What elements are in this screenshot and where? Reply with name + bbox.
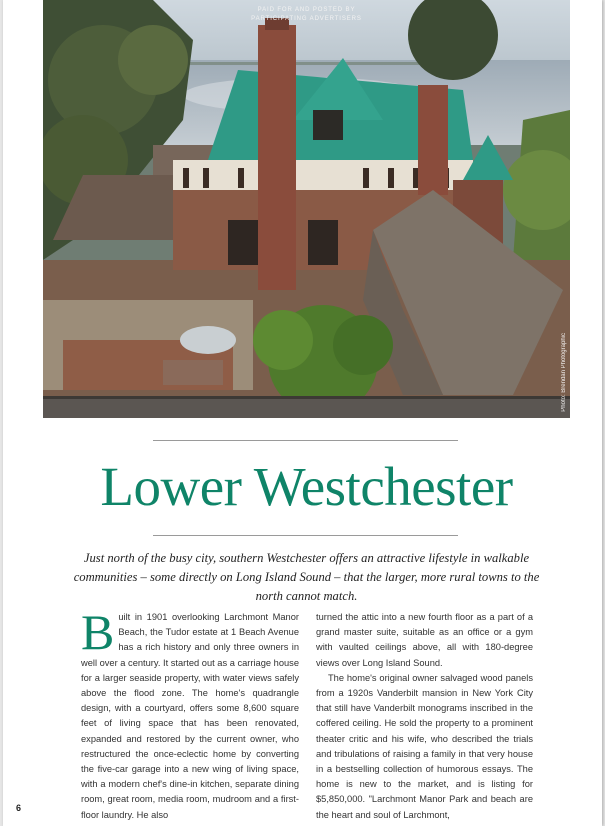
paid-advertisement-notice	[43, 6, 570, 24]
body-paragraph: The home's original owner salvaged wood panels from a 1920s Vanderbilt mansion in New York City that still have Vanderbilt monograms inscribed in the coffered ceiling. He sold the property to a prominent theater critic and his wife, who described the trials and tribulations of raising a family in that very house in a bestselling collection of humorous essays. The home is new to the market, and is listing for $5,850,000. "Larchmont Manor Park and beach are the heart and soul of Larchmont,	[316, 672, 533, 820]
paid-notice-line2: PARTICIPATING ADVERTISERS	[251, 16, 362, 22]
magazine-page	[3, 0, 602, 826]
body-column-1	[81, 604, 299, 823]
title-rule-top	[153, 440, 458, 441]
body-paragraph: turned the attic into a new fourth floor as a part of a grand master suite, suitable as an office or a gym with vaulted ceilings above, all with 180-degree views over Long Island Sound.	[316, 612, 533, 668]
article-dek: Just north of the busy city, southern Westchester offers an attractive lifestyle in walkable communities – some directly on Long Island Sound – that the larger, more rural towns to the north cannot match.	[73, 551, 540, 603]
title-rule-bottom	[153, 535, 458, 536]
photo-credit: Photo: Brendan Photographic	[561, 333, 567, 412]
body-paragraph	[81, 604, 299, 823]
article-title: Lower Westchester	[100, 456, 513, 517]
paragraph-text: uilt in 1901 overlooking Larchmont Manor Beach, the Tudor estate at 1 Beach Avenue has a rich history and only three owners in well over a century. It started out as a carriage house for a larger seaside property, with water views safely above the flood zone. The home's quadrangle design, with a courtyard, offers some 8,600 square feet of living space that has been renovated, expanded and restored by the current owner, who restructured the once-eclectic home by converting the five-car garage into a new wing of living space, with a modern chef's dine-in kitchen, separate dining room, great room, media room, mudroom and a first-floor laundry. He also	[81, 612, 299, 820]
paid-notice-line1: PAID FOR AND POSTED BY	[257, 7, 356, 13]
body-column-2	[316, 610, 533, 823]
page-number: 6	[16, 803, 22, 813]
tudor-estate-aerial-image	[43, 0, 570, 418]
drop-cap: B	[81, 604, 115, 660]
hero-photo	[43, 0, 570, 418]
